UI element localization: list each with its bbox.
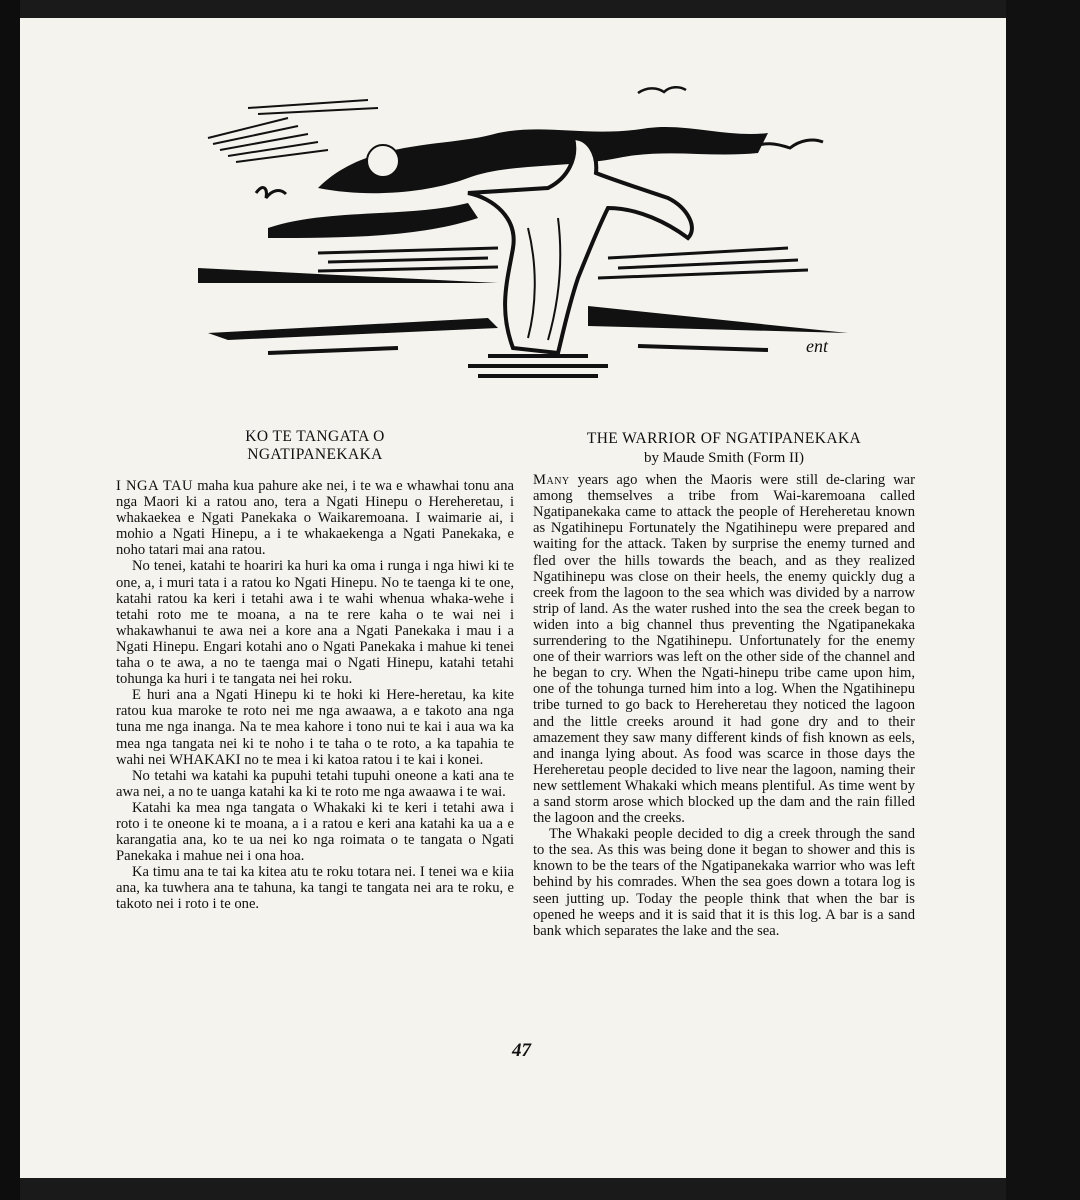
page-number: 47 xyxy=(512,1040,531,1061)
maori-lead-words: I NGA TAU xyxy=(116,478,194,494)
english-article-column xyxy=(533,412,915,939)
scan-edge-right xyxy=(1006,0,1080,1200)
cloud-shape xyxy=(268,203,478,238)
scan-edge-left xyxy=(0,0,20,1200)
seagull-icon xyxy=(638,87,686,93)
sand-spit-shape xyxy=(588,306,848,333)
maori-paragraph-3: E huri ana a Ngati Hinepu ki te hoki ki Here-heretau, ka kite ratou kua maroke te roto nei me nga awaawa, a e takoto ana nga tuna me nga inanga. Na te mea kahore i tono nui te kai i aua wa ka mea nga tangata nei ki te noho i te taha o te roto, a ka tapahia te wahi nei WHAKAKI no te mea i ki katoa ratou i te kai i konei. xyxy=(116,687,514,768)
sand-spit-shape xyxy=(208,318,498,340)
maori-paragraph-2: No tenei, katahi te hoariri ka huri ka oma i runga i nga hiwi ki te one, a, i muri tata i a ratou ko Ngati Hinepu. No te taenga ki te one, katahi ratou ka keri i tetahi awa i te wahi whenua whaka-wehe i tetahi roto me te moana, a na te rere kaha o te wai nei i whakawhanui te awa nei a kore ana a Ngati Panekaka i mau i a Ngati Hinepu. Engari kotahi ano o Ngati Panekaka i mahue ki tenei taha o te awa, a no te taenga mai o Ngati Hinepu, katahi tetahi tohunga ka huri i te tangata nei hei roku. xyxy=(116,558,514,688)
english-article-title: THE WARRIOR OF NGATIPANEKAKA xyxy=(586,430,862,447)
english-paragraph-2: The Whakaki people decided to dig a creek through the sand to the sea. As this was being done it began to shower and this is known to be the tears of the Ngatipanekaka warrior who was left behind by his comrades. When the sea goes down a totara log is seen jutting up. Today the people think that when the bar is opened he weeps and it is said that it is this log. A bar is a sand bank which separates the lake and the sea. xyxy=(533,826,915,939)
maori-paragraph-6: Ka timu ana te tai ka kitea atu te roku totara nei. I tenei wa e kiia ana, ka tuwhera ana te tahuna, ka tangi te tangata nei ara te roku, e takoto nei i roto i te one. xyxy=(116,864,514,913)
maori-paragraph-5: Katahi ka mea nga tangata o Whakaki ki te keri i tetahi awa i roto i te oneone ki te moana, a i a ratou e keri ana katahi ka ua a e karangatia ana, ko te ua nei ko nga roimata o te tangata o Ngati Panekaka i mahue nei i ona hoa. xyxy=(116,799,514,865)
maori-paragraph-1 xyxy=(116,478,514,558)
artist-signature: ent xyxy=(806,336,828,356)
seagull-icon xyxy=(256,188,286,198)
english-lead-word: Many xyxy=(533,472,570,489)
maori-article-column xyxy=(116,412,514,913)
english-paragraph-1 xyxy=(533,472,915,826)
maori-paragraph-1-text: maha kua pahure ake nei, i te wa e whawhai tonu ana nga Maori ki a ratou ano, tera a Ngati Hinepu o Hereheretau, i whakaekea e Ngati Panekaka o Waikaremoana. I waimarie ai, i mohio a Ngati Hinepu, a i te whakaekenga a Ngati Panekaka, e noho tatari mai ana ratou. xyxy=(116,478,514,559)
maori-article-title xyxy=(116,428,514,464)
warrior-illustration xyxy=(168,78,858,383)
english-paragraph-1-text: years ago when the Maoris were still de-claring war among themselves a tribe from Wai-karemoana called Ngatipanekaka came to attack the people of Hereheretau known as Ngatihinepu Fortunately the Ngatihinepu were prepared and waiting for the attack. Taken by surprise the enemy turned and fled over the hills towards the beach, and as they realized Ngatihinepu was close on their heels, the enemy quickly dug a creek from the lagoon to the sea which was divided by a narrow strip of land. As the water rushed into the sea the creek began to widen into a big channel thus preventing the Ngatipanekaka surrendering to the Ngatihinepu. Unfortunately for the enemy one of their warriors was left on the other side of the channel and he began to cry. When the Ngati-hinepu tribe came upon him, one of the tohunga turned him into a log. When the Ngatihinepu tribe turned to go back to Hereheretau they noticed the lagoon and the little creeks around it had gone dry and to their amazement they saw many different kinds of fish known as eels, and inanga lying about. As food was scarce in those days the Hereheretau people decided to live near the lagoon, naming their new settlement Whakaki which means plentiful. As time went by a sand storm arose which blocked up the dam and the rain filled the lagoon and the creeks. xyxy=(533,472,915,827)
maori-title-line1: KO TE TANGATA O xyxy=(245,428,385,445)
maori-title-line2: NGATIPANEKAKA xyxy=(247,446,383,463)
english-article-byline: by Maude Smith (Form II) xyxy=(644,450,804,466)
moon-icon xyxy=(367,145,399,177)
maori-paragraph-4: No tetahi wa katahi ka pupuhi tetahi tupuhi oneone a kati ana te awa nei, a no te uanga katahi ka ki te roto me nga awaawa i te wai. xyxy=(116,767,514,800)
